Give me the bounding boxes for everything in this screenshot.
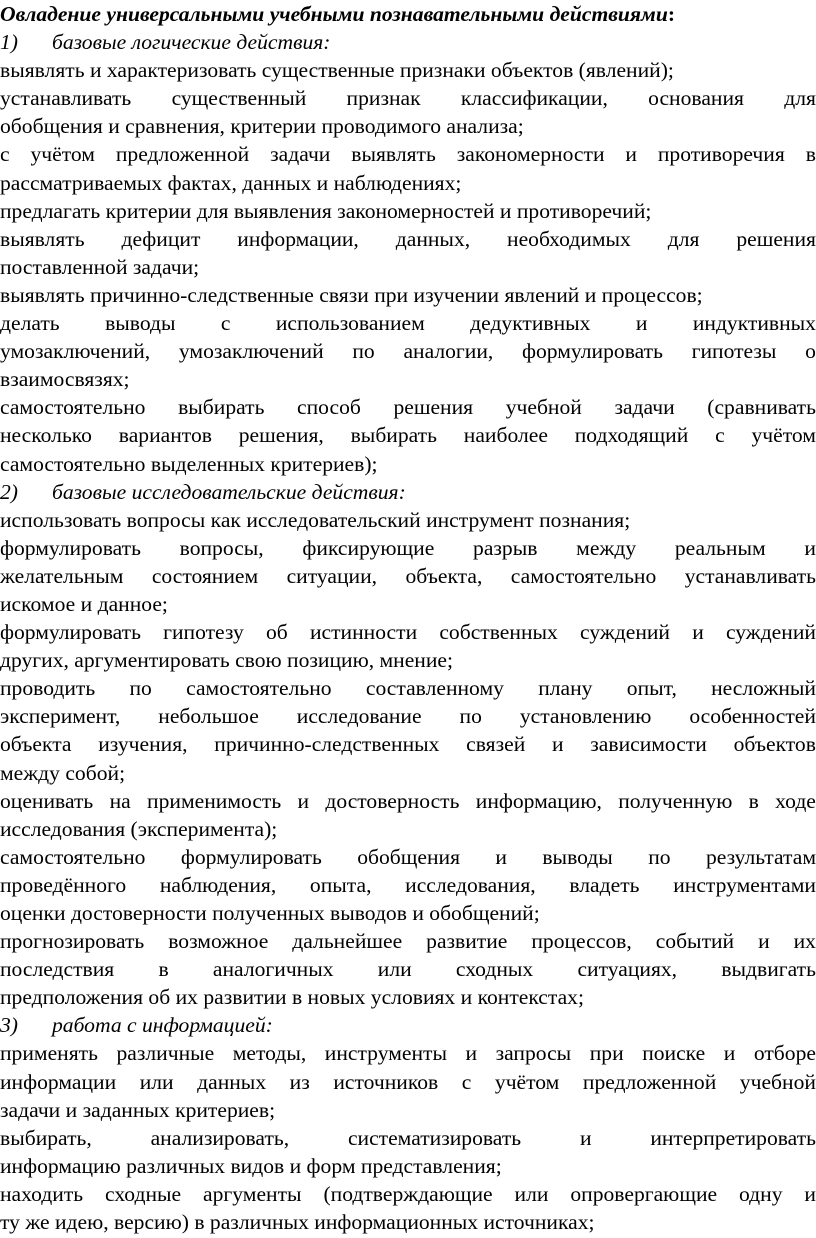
text-line: находить сходные аргументы (подтверждающие или опровергающие одну и — [0, 1181, 816, 1206]
text-line: рассматриваемых фактах, данных и наблюдениях; — [0, 170, 462, 195]
text-line: с учётом предложенной задачи выявлять закономерности и противоречия в — [0, 142, 816, 167]
list-item — [0, 674, 816, 786]
text-line: эксперимент, небольшое исследование по установлению особенностей — [0, 704, 816, 729]
text-line: информации или данных из источников с учётом предложенной учебной — [0, 1069, 816, 1094]
section-heading — [0, 1011, 816, 1039]
section-number: 1) — [0, 30, 18, 55]
section — [0, 28, 816, 478]
list-item — [0, 927, 816, 1011]
section-number: 3) — [0, 1013, 18, 1038]
list-item — [0, 56, 816, 84]
text-line: делать выводы с использованием дедуктивных и индуктивных — [0, 311, 816, 336]
text-line: желательным состоянием ситуации, объекта, самостоятельно устанавливать — [0, 563, 816, 588]
text-line: других, аргументировать свою позицию, мнение; — [0, 648, 454, 673]
text-line: обобщения и сравнения, критерии проводимого анализа; — [0, 114, 524, 139]
text-line: выявлять дефицит информации, данных, необходимых для решения — [0, 226, 816, 251]
heading-text: Овладение универсальными учебными познавательными действиями — [0, 2, 668, 26]
list-item — [0, 281, 816, 309]
text-line: выявлять причинно-следственные связи при изучении явлений и процессов; — [0, 282, 703, 307]
section-title: базовые логические действия: — [52, 30, 331, 55]
list-item — [0, 1124, 816, 1180]
text-line: формулировать вопросы, фиксирующие разрыв между реальным и — [0, 535, 816, 560]
section-heading — [0, 478, 816, 506]
text-line: искомое и данное; — [0, 591, 168, 616]
text-line: использовать вопросы как исследовательский инструмент познания; — [0, 507, 631, 532]
text-line: самостоятельно выделенных критериев); — [0, 451, 378, 476]
list-item — [0, 506, 816, 534]
list-item — [0, 197, 816, 225]
text-line: выбирать, анализировать, систематизировать и интерпретировать — [0, 1125, 816, 1150]
list-item — [0, 534, 816, 618]
heading-colon: : — [667, 2, 676, 26]
text-line: оценивать на применимость и достоверность информацию, полученную в ходе — [0, 788, 816, 813]
text-line: самостоятельно формулировать обобщения и выводы по результатам — [0, 844, 816, 869]
list-item — [0, 393, 816, 477]
list-item — [0, 618, 816, 674]
text-line: самостоятельно выбирать способ решения учебной задачи (сравнивать — [0, 395, 816, 420]
text-line: проводить по самостоятельно составленному плану опыт, несложный — [0, 676, 816, 701]
text-line: последствия в аналогичных или сходных ситуациях, выдвигать — [0, 957, 816, 982]
text-line: устанавливать существенный признак классификации, основания для — [0, 86, 816, 111]
text-line: поставленной задачи; — [0, 254, 200, 279]
text-line: формулировать гипотезу об истинности собственных суждений и суждений — [0, 620, 816, 645]
section-heading — [0, 28, 816, 56]
text-line: умозаключений, умозаключений по аналогии, формулировать гипотезы о — [0, 339, 816, 364]
text-line: выявлять и характеризовать существенные признаки объектов (явлений); — [0, 58, 674, 83]
text-line: взаимосвязях; — [0, 367, 130, 392]
list-item — [0, 1039, 816, 1123]
text-line: проведённого наблюдения, опыта, исследования, владеть инструментами — [0, 872, 816, 897]
list-item — [0, 843, 816, 927]
section — [0, 478, 816, 1012]
section-title: работа с информацией: — [52, 1013, 273, 1038]
text-line: задачи и заданных критериев; — [0, 1097, 276, 1122]
list-item — [0, 1180, 816, 1236]
text-line: исследования (эксперимента); — [0, 816, 278, 841]
list-item — [0, 787, 816, 843]
list-item — [0, 140, 816, 196]
text-line: применять различные методы, инструменты и запросы при поиске и отборе — [0, 1041, 816, 1066]
text-line: предположения об их развитии в новых условиях и контекстах; — [0, 985, 584, 1010]
text-line: прогнозировать возможное дальнейшее развитие процессов, событий и их — [0, 929, 816, 954]
text-line: объекта изучения, причинно-следственных связей и зависимости объектов — [0, 732, 816, 757]
list-item — [0, 225, 816, 281]
text-line: предлагать критерии для выявления закономерностей и противоречий; — [0, 198, 652, 223]
list-item — [0, 309, 816, 393]
text-line: ту же идею, версию) в различных информационных источниках; — [0, 1210, 595, 1235]
section-title: базовые исследовательские действия: — [52, 479, 406, 504]
list-item — [0, 84, 816, 140]
text-line: несколько вариантов решения, выбирать наиболее подходящий с учётом — [0, 423, 816, 448]
text-line: оценки достоверности полученных выводов и обобщений; — [0, 901, 540, 925]
text-line: информацию различных видов и форм представления; — [0, 1153, 502, 1178]
document-heading — [0, 0, 816, 28]
section — [0, 1011, 816, 1236]
text-line: между собой; — [0, 760, 126, 785]
sections-container — [0, 28, 816, 1236]
section-number: 2) — [0, 479, 18, 504]
